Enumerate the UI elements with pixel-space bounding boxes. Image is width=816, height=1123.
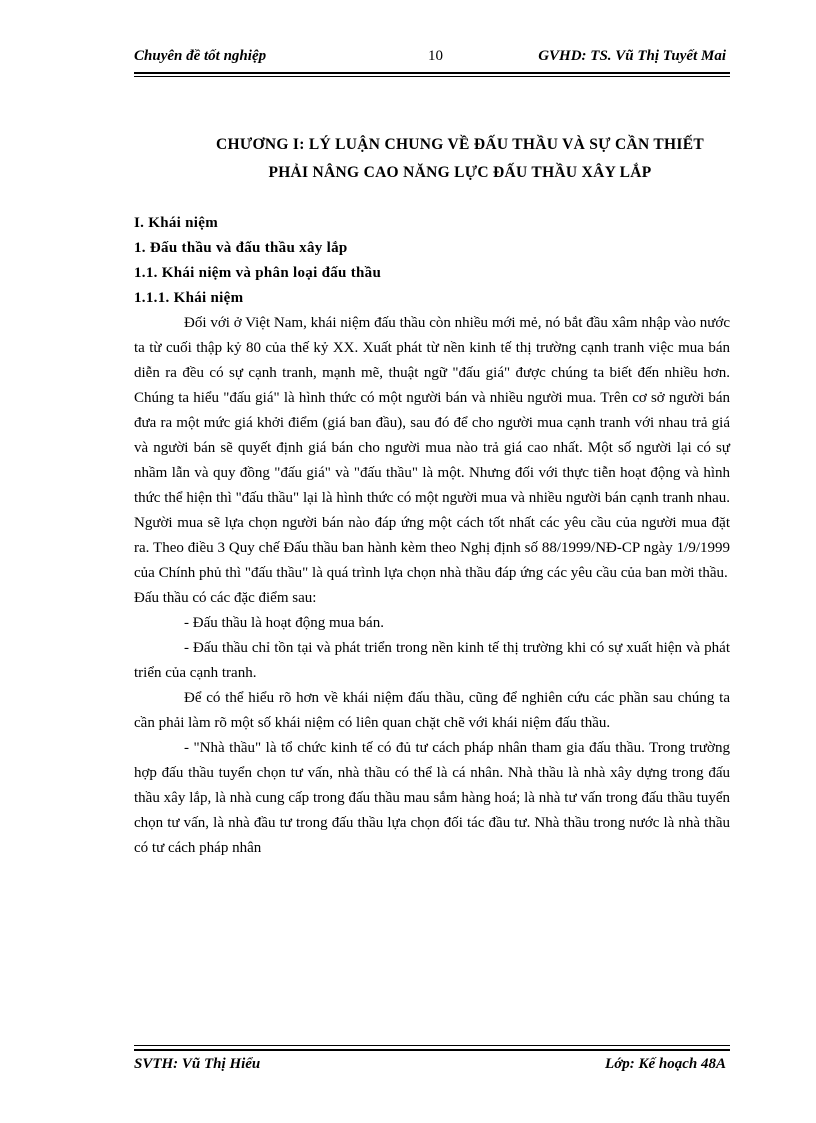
heading-level-1: I. Khái niệm [134, 215, 219, 231]
footer-rule-thin [134, 1045, 730, 1046]
chapter-title [150, 131, 770, 187]
page-number: 10 [428, 48, 443, 64]
page-footer [134, 1056, 726, 1080]
heading-level-2: 1. Đấu thầu và đấu thầu xây lắp [134, 240, 348, 256]
document-body [134, 211, 730, 861]
footer-class: Lớp: Kế hoạch 48A [605, 1056, 726, 1072]
paragraph-characteristics-intro: Đấu thầu có các đặc điểm sau: [134, 590, 317, 606]
footer-rule-thick [134, 1049, 730, 1051]
header-title: Chuyên đề tốt nghiệp [134, 48, 267, 64]
paragraph-definition: Đối với ở Việt Nam, khái niệm đấu thầu còn nhiều mới mẻ, nó bắt đầu xâm nhập vào nước ta từ cuối thập kỷ 80 của thế kỷ XX. Xuất phát từ nền kinh tế thị trường cạnh tranh việc mua bán diễn ra đều có sự cạnh tranh, mạnh mẽ, thuật ngữ "đấu giá" được chúng ta biết đến nhiều hơn. Chúng ta hiểu "đấu giá" là hình thức có một người bán và nhiều người mua. Trên cơ sở người bán đưa ra một mức giá khởi điểm (giá ban đầu), sau đó để cho người mua cạnh tranh với nhau trả giá và người bán sẽ quyết định giá bán cho người mua nào trả giá cao nhất. Một số người lại có sự nhầm lẫn và quy đồng "đấu giá" và "đấu thầu" là một. Nhưng đối với thực tiễn hoạt động và hình thức thể hiện thì "đấu thầu" lại là hình thức có một người mua và nhiều người bán cạnh tranh nhau. Người mua sẽ lựa chọn người bán nào đáp ứng một cách tốt nhất các yêu cầu của người mua đặt ra. Theo điều 3 Quy chế Đấu thầu ban hành kèm theo Nghị định số 88/1999/NĐ-CP ngày 1/9/1999 của Chính phủ thì "đấu thầu" là quá trình lựa chọn nhà thầu đáp ứng các yêu cầu của ban mời thầu. [134, 315, 730, 581]
paragraph-related-concepts: Để có thể hiểu rõ hơn về khái niệm đấu thầu, cũng để nghiên cứu các phần sau chúng ta cần phải làm rõ một số khái niệm có liên quan chặt chẽ với khái niệm đấu thầu. [134, 690, 730, 731]
heading-level-4: 1.1.1. Khái niệm [134, 290, 244, 306]
header-rule-thick [134, 72, 730, 74]
chapter-title-line-1: CHƯƠNG I: LÝ LUẬN CHUNG VỀ ĐẤU THẦU VÀ SỰ CẦN THIẾT [216, 136, 704, 153]
header-supervisor: GVHD: TS. Vũ Thị Tuyết Mai [538, 48, 726, 64]
chapter-title-line-2: PHẢI NÂNG CAO NĂNG LỰC ĐẤU THẦU XÂY LẮP [268, 164, 652, 181]
bullet-item-1: - Đấu thầu là hoạt động mua bán. [184, 615, 384, 631]
bullet-item-2: - Đấu thầu chỉ tồn tại và phát triển trong nền kinh tế thị trường khi có sự xuất hiện và phát triển của cạnh tranh. [134, 640, 730, 681]
footer-student: SVTH: Vũ Thị Hiểu [134, 1056, 261, 1072]
heading-level-3: 1.1. Khái niệm và phân loại đấu thầu [134, 265, 382, 281]
paragraph-contractor: - "Nhà thầu" là tổ chức kinh tế có đủ tư cách pháp nhân tham gia đấu thầu. Trong trường hợp đấu thầu tuyển chọn tư vấn, nhà thầu có thể là cá nhân. Nhà thầu là nhà xây dựng trong đấu thầu xây lắp, là nhà cung cấp trong đấu thầu mau sắm hàng hoá; là nhà tư vấn trong đấu thầu tuyển chọn tư vấn, là nhà đầu tư trong đấu thầu lựa chọn đối tác đầu tư. Nhà thầu trong nước là nhà thầu có tư cách pháp nhân [134, 740, 730, 856]
header-rule-thin [134, 76, 730, 77]
page-header [134, 44, 726, 74]
